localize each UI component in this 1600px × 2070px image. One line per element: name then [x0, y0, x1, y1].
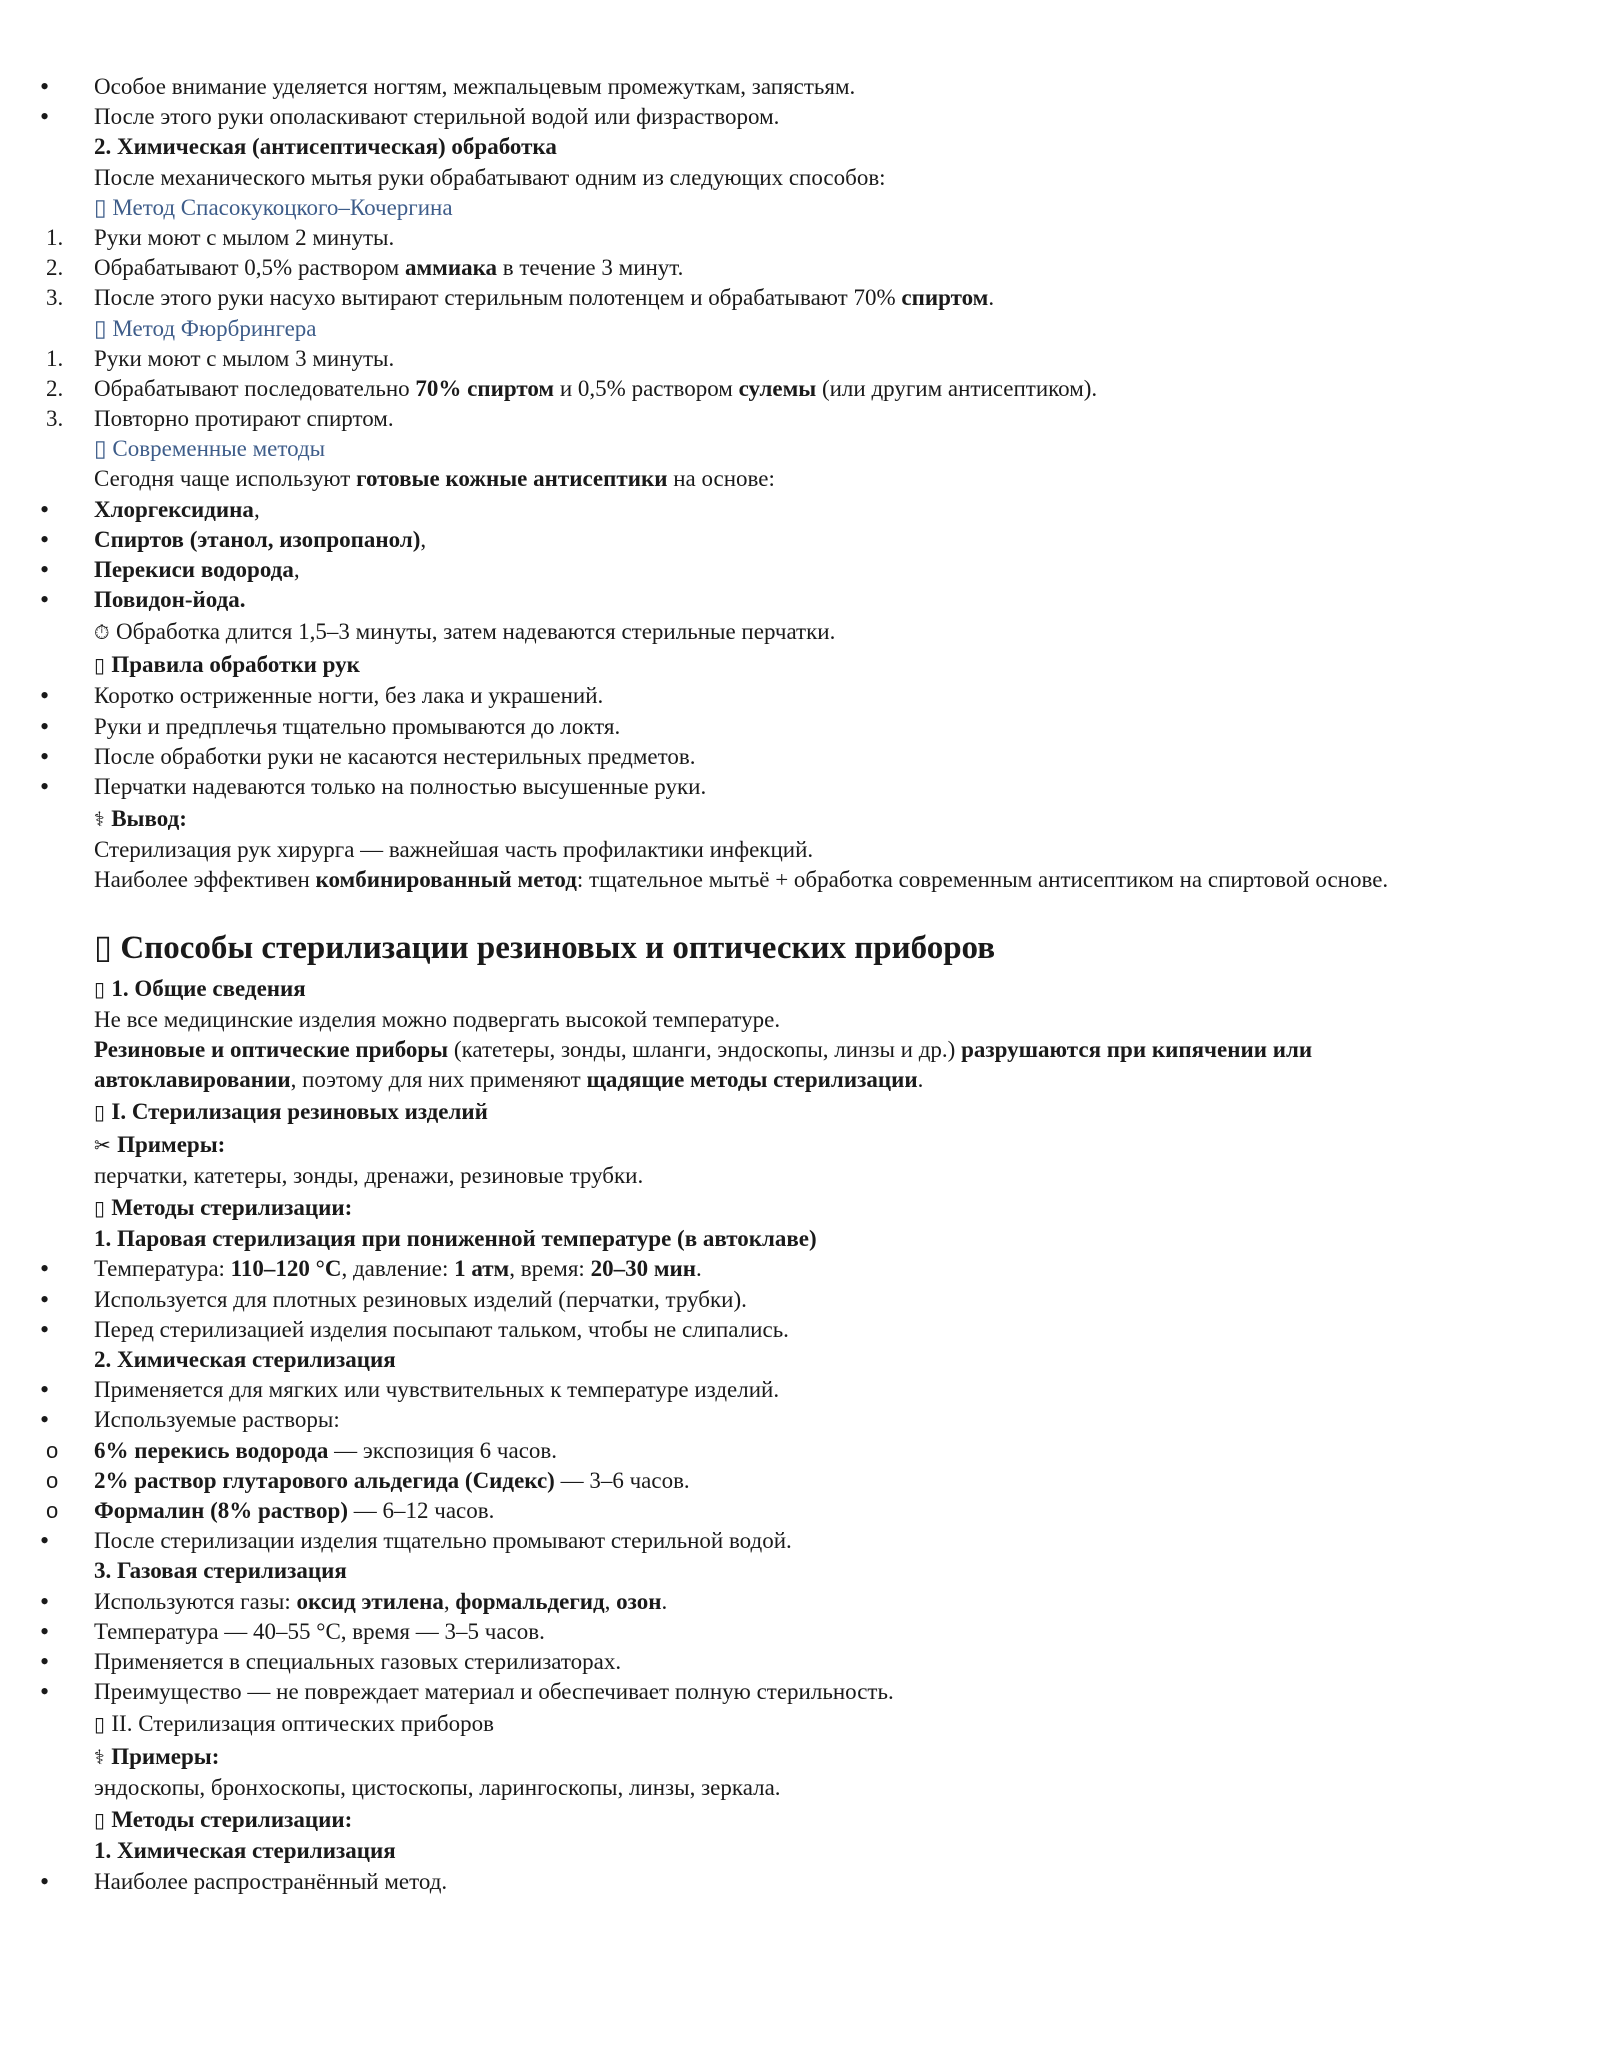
line-text	[94, 585, 246, 615]
emoji-icon: ▯	[94, 653, 112, 678]
line-text	[94, 1224, 817, 1254]
bold-text: Повидон-йода.	[94, 587, 246, 613]
subheading	[0, 1191, 1600, 1224]
bullet-item	[0, 1315, 1600, 1345]
bullet-item	[0, 1285, 1600, 1315]
bullet-marker	[46, 1496, 76, 1526]
bold-text: Примеры:	[111, 1744, 220, 1770]
spacer	[0, 896, 1600, 924]
line-text	[94, 1161, 643, 1191]
emoji-icon: ▯	[94, 1712, 112, 1737]
bullet-item	[0, 772, 1600, 802]
bullet-marker	[40, 585, 70, 616]
emoji-icon: ⏱	[94, 620, 116, 645]
list-number: 3.	[46, 406, 64, 432]
line-text	[94, 223, 394, 253]
paragraph	[0, 1224, 1600, 1254]
line-text	[94, 1005, 780, 1035]
text-run: ,	[420, 526, 427, 552]
emoji-icon: ▯	[94, 1100, 112, 1125]
text-run: перчатки, катетеры, зонды, дренажи, резиновые трубки.	[94, 1163, 644, 1189]
emoji-icon: ⚕	[94, 807, 112, 832]
text-run: Не все медицинские изделия можно подвергать высокой температуре.	[94, 1006, 781, 1032]
text-run: Особое внимание уделяется ногтям, межпальцевым промежуткам, запястьям.	[94, 74, 856, 99]
paragraph	[0, 1773, 1600, 1803]
line-text	[94, 712, 620, 742]
text-run: Наиболее эффективен	[94, 867, 316, 893]
line-text	[94, 1773, 781, 1803]
bullet-marker	[40, 1526, 70, 1557]
line-text	[94, 1095, 488, 1129]
bullet-item	[0, 102, 1600, 132]
bold-text: 2% раствор глутарового альдегида (Сидекс)	[94, 1467, 555, 1493]
paragraph	[0, 1005, 1600, 1035]
bold-text: готовые кожные антисептики	[356, 466, 668, 492]
subheading	[0, 1740, 1600, 1773]
bullet-marker	[40, 1285, 70, 1316]
section-heading	[0, 924, 1600, 972]
subheading	[0, 1803, 1600, 1836]
bullet-marker	[40, 712, 70, 743]
document-page	[0, 72, 1600, 1897]
bullet-item	[0, 712, 1600, 742]
line-text	[94, 404, 394, 434]
bullet-item	[0, 72, 1600, 102]
bold-text: 2. Химическая стерилизация	[94, 1347, 396, 1373]
paragraph	[0, 132, 1600, 162]
bullet-marker	[40, 495, 70, 526]
text-run: — 6–12 часов.	[348, 1497, 495, 1523]
emoji-icon: ▯	[94, 1808, 112, 1833]
bullet-marker	[40, 555, 70, 586]
sub-bullet-item	[0, 1496, 1600, 1526]
text-run: Используемые растворы:	[94, 1407, 340, 1433]
line-text	[94, 1315, 789, 1345]
sub-bullet-item	[0, 1436, 1600, 1466]
line-text	[94, 1375, 779, 1405]
line-text	[94, 1466, 690, 1496]
bullet-item	[0, 1617, 1600, 1647]
text-run: Преимущество — не повреждает материал и обеспечивает полную стерильность.	[94, 1679, 894, 1705]
line-text	[94, 1496, 494, 1526]
subheading	[0, 802, 1600, 835]
line-text	[94, 1740, 219, 1774]
text-run: После этого руки ополаскивают стерильной водой или физраствором.	[94, 104, 780, 130]
bullet-marker	[40, 1587, 70, 1618]
list-number: 3.	[46, 285, 64, 311]
bold-text: Перекиси водорода	[94, 557, 294, 582]
bold-text: Методы стерилизации:	[111, 1807, 353, 1833]
bold-text: Методы стерилизации:	[111, 1195, 353, 1221]
bold-text: 1. Химическая стерилизация	[94, 1838, 396, 1864]
line-text	[94, 555, 300, 585]
line-text	[94, 1128, 225, 1162]
text-run: Температура:	[94, 1256, 231, 1282]
line-text	[94, 835, 813, 865]
text-run: эндоскопы, бронхоскопы, цистоскопы, ларингоскопы, линзы, зеркала.	[94, 1775, 781, 1801]
line-text	[94, 681, 603, 711]
line-text	[94, 495, 260, 525]
paragraph	[0, 464, 1600, 494]
sub-bullet-item	[0, 1466, 1600, 1496]
text-run: Перчатки надеваются только на полностью высушенные руки.	[94, 773, 707, 799]
line-text	[94, 1836, 396, 1866]
line-text	[94, 1254, 702, 1284]
bullet-marker	[40, 1315, 70, 1346]
bold-text: оксид этилена	[296, 1588, 444, 1614]
bold-text: I. Стерилизация резиновых изделий	[111, 1099, 488, 1125]
bullet-marker	[40, 772, 70, 803]
text-run: ,	[443, 1588, 456, 1614]
bullet-item	[0, 1526, 1600, 1556]
text-run: Повторно протирают спиртом.	[94, 406, 394, 432]
text-run: После стерилизации изделия тщательно промывают стерильной водой.	[94, 1528, 792, 1554]
bullet-marker	[40, 1254, 70, 1285]
bold-text: 1 атм	[454, 1256, 510, 1282]
line-text	[94, 1285, 747, 1315]
bold-text: щадящие методы стерилизации	[586, 1066, 918, 1092]
list-number: 2.	[46, 375, 64, 401]
paragraph	[0, 1161, 1600, 1191]
bullet-marker	[40, 1617, 70, 1648]
line-text	[94, 1803, 352, 1837]
list-number: 2.	[46, 255, 64, 281]
paragraph	[0, 865, 1600, 895]
bold-text: Хлоргексидина	[94, 496, 254, 522]
text-run: ,	[253, 496, 260, 522]
bullet-item	[0, 1867, 1600, 1897]
text-run: Применяется для мягких или чувствительных к температуре изделий.	[94, 1377, 780, 1403]
line-text	[94, 1405, 340, 1435]
subheading	[0, 1095, 1600, 1128]
text-run: ,	[293, 557, 300, 582]
text-run: , давление:	[341, 1256, 455, 1282]
bullet-marker	[40, 681, 70, 712]
bold-text: Спиртов (этанол, изопропанол)	[94, 526, 421, 552]
paragraph	[0, 835, 1600, 865]
line-text	[94, 1617, 545, 1647]
bold-text: 70% спиртом	[415, 375, 555, 401]
line-text	[94, 464, 775, 494]
line-text	[94, 163, 886, 193]
line-text	[94, 344, 394, 374]
bold-text: 20–30 мин	[590, 1256, 696, 1282]
text-run: ▯ Современные методы	[94, 436, 326, 462]
text-run: Коротко остриженные ногти, без лака и украшений.	[94, 683, 604, 709]
bold-text: 1. Паровая стерилизация при пониженной температуре (в автоклаве)	[94, 1226, 817, 1252]
text-run: Температура — 40–55 °C, время — 3–5 часов.	[94, 1618, 545, 1644]
list-number: 1.	[46, 224, 64, 250]
line-text	[94, 1436, 557, 1466]
list-number: 1.	[46, 345, 64, 371]
bullet-item	[0, 1254, 1600, 1284]
bullet-marker	[40, 72, 70, 103]
text-run: на основе:	[667, 466, 775, 492]
bullet-marker	[40, 1405, 70, 1436]
emoji-icon: ✂	[94, 1133, 118, 1158]
text-run: (или другим антисептиком).	[816, 375, 1098, 401]
emoji-icon: ⚕	[94, 1745, 112, 1770]
text-run: , время:	[509, 1256, 591, 1282]
bold-text: Примеры:	[117, 1132, 226, 1158]
numbered-item	[0, 404, 1600, 434]
text-run: Используется для плотных резиновых изделий (перчатки, трубки).	[94, 1286, 747, 1312]
numbered-item	[0, 223, 1600, 253]
text-run: Руки моют с мылом 3 минуты.	[94, 345, 395, 371]
bullet-item	[0, 1375, 1600, 1405]
text-run: .	[695, 1256, 702, 1282]
bold-text: Формалин (8% раствор)	[94, 1497, 348, 1523]
line-text	[94, 374, 1097, 404]
paragraph	[0, 1556, 1600, 1586]
bullet-item	[0, 495, 1600, 525]
text-run: Обрабатывают 0,5% раствором	[94, 255, 405, 281]
text-run: ▯ Способы стерилизации резиновых и оптических приборов	[94, 929, 996, 966]
line-text	[94, 742, 695, 772]
bullet-item	[0, 585, 1600, 615]
text-run: ▯ Метод Фюрбрингера	[94, 315, 317, 341]
subheading	[0, 615, 1600, 648]
line-text	[94, 772, 706, 802]
bold-text: Вывод:	[111, 806, 187, 832]
line-text	[94, 1867, 447, 1897]
bold-text: разрушаются при кипячении или автоклавировании	[94, 1036, 1313, 1092]
bullet-item	[0, 525, 1600, 555]
bold-text: 6% перекись водорода	[94, 1437, 329, 1463]
text-run: .	[917, 1066, 924, 1092]
paragraph	[0, 1035, 1600, 1095]
paragraph	[0, 1836, 1600, 1866]
line-text	[94, 434, 325, 464]
emoji-icon: ▯	[94, 1196, 112, 1221]
text-run: — экспозиция 6 часов.	[328, 1437, 558, 1463]
line-text	[94, 1587, 667, 1617]
text-run: Перед стерилизацией изделия посыпают тальком, чтобы не слипались.	[94, 1316, 789, 1342]
bullet-marker	[46, 1466, 76, 1496]
text-run: Наиболее распространённый метод.	[94, 1868, 448, 1894]
numbered-item	[0, 253, 1600, 283]
line-text	[94, 1345, 396, 1375]
paragraph	[0, 163, 1600, 193]
paragraph	[0, 1345, 1600, 1375]
numbered-item	[0, 344, 1600, 374]
text-run: .	[988, 285, 995, 311]
bullet-marker	[46, 1436, 76, 1466]
method-heading	[0, 314, 1600, 344]
bullet-marker	[40, 1375, 70, 1406]
numbered-item	[0, 283, 1600, 313]
line-text	[94, 802, 187, 836]
bold-text: 2. Химическая (антисептическая) обработка	[94, 134, 557, 160]
text-run: : тщательное мытьё + обработка современным антисептиком на спиртовой основе.	[576, 867, 1389, 893]
emoji-icon: ▯	[94, 976, 112, 1001]
bullet-marker	[40, 1677, 70, 1708]
subheading	[0, 972, 1600, 1005]
line-text	[94, 72, 855, 102]
line-text	[94, 314, 317, 344]
line-text	[94, 253, 683, 283]
line-text	[94, 1707, 494, 1741]
text-run: Сегодня чаще используют	[94, 466, 357, 492]
bold-text: сулемы	[738, 375, 817, 401]
line-text	[94, 193, 453, 223]
method-heading	[0, 193, 1600, 223]
subheading	[0, 1707, 1600, 1740]
bullet-marker	[40, 1867, 70, 1898]
text-run: После обработки руки не касаются нестерильных предметов.	[94, 743, 696, 769]
text-run: Обрабатывают последовательно	[94, 375, 416, 401]
line-text	[94, 972, 306, 1006]
bullet-marker	[40, 525, 70, 556]
line-text	[94, 102, 779, 132]
bullet-item	[0, 1587, 1600, 1617]
bold-text: 1. Общие сведения	[111, 975, 306, 1001]
bold-text: аммиака	[404, 255, 497, 281]
bullet-item	[0, 1647, 1600, 1677]
line-text	[94, 1556, 347, 1586]
text-run: II. Стерилизация оптических приборов	[111, 1711, 494, 1737]
bullet-item	[0, 1677, 1600, 1707]
subheading	[0, 1128, 1600, 1161]
text-run: , поэтому для них применяют	[290, 1066, 587, 1092]
bullet-marker	[40, 742, 70, 773]
bold-text: спиртом	[901, 285, 989, 311]
line-text	[94, 924, 995, 972]
text-run: ▯ Метод Спасокукоцкого–Кочергина	[94, 194, 453, 220]
text-run: Стерилизация рук хирурга — важнейшая часть профилактики инфекций.	[94, 837, 814, 863]
bullet-item	[0, 555, 1600, 585]
bold-text: Резиновые и оптические приборы	[94, 1036, 449, 1062]
text-run: и 0,5% раствором	[554, 375, 739, 401]
line-text	[94, 1035, 1494, 1095]
line-text	[94, 1647, 621, 1677]
line-text	[94, 648, 360, 682]
line-text	[94, 615, 835, 649]
line-text	[94, 525, 426, 555]
text-run: — 3–6 часов.	[554, 1467, 690, 1493]
subheading	[0, 648, 1600, 681]
line-text	[94, 865, 1494, 895]
line-text	[94, 132, 557, 162]
text-run: .	[661, 1588, 668, 1614]
text-run: ,	[604, 1588, 617, 1614]
line-text	[94, 283, 994, 313]
text-run: (катетеры, зонды, шланги, эндоскопы, линзы и др.)	[448, 1036, 962, 1062]
bold-text: формальдегид	[455, 1588, 605, 1614]
text-run: Руки моют с мылом 2 минуты.	[94, 224, 395, 250]
text-run: После механического мытья руки обрабатывают одним из следующих способов:	[94, 164, 886, 190]
text-run: Руки и предплечья тщательно промываются до локтя.	[94, 713, 621, 739]
bold-text: 110–120 °C	[230, 1256, 342, 1282]
bold-text: 3. Газовая стерилизация	[94, 1558, 347, 1584]
text-run: Обработка длится 1,5–3 минуты, затем надеваются стерильные перчатки.	[115, 619, 836, 645]
text-run: Используются газы:	[94, 1588, 297, 1614]
bold-text: комбинированный метод	[315, 867, 577, 893]
line-text	[94, 1526, 792, 1556]
bullet-marker	[40, 1647, 70, 1678]
numbered-item	[0, 374, 1600, 404]
text-run: После этого руки насухо вытирают стерильным полотенцем и обрабатывают 70%	[94, 285, 902, 311]
bullet-item	[0, 742, 1600, 772]
bold-text: озон	[616, 1588, 662, 1614]
text-run: в течение 3 минут.	[496, 255, 684, 281]
bullet-item	[0, 681, 1600, 711]
bullet-item	[0, 1405, 1600, 1435]
bullet-marker	[40, 102, 70, 133]
line-text	[94, 1191, 352, 1225]
text-run: Применяется в специальных газовых стерилизаторах.	[94, 1648, 622, 1674]
bold-text: Правила обработки рук	[111, 652, 360, 678]
line-text	[94, 1677, 894, 1707]
method-heading	[0, 434, 1600, 464]
